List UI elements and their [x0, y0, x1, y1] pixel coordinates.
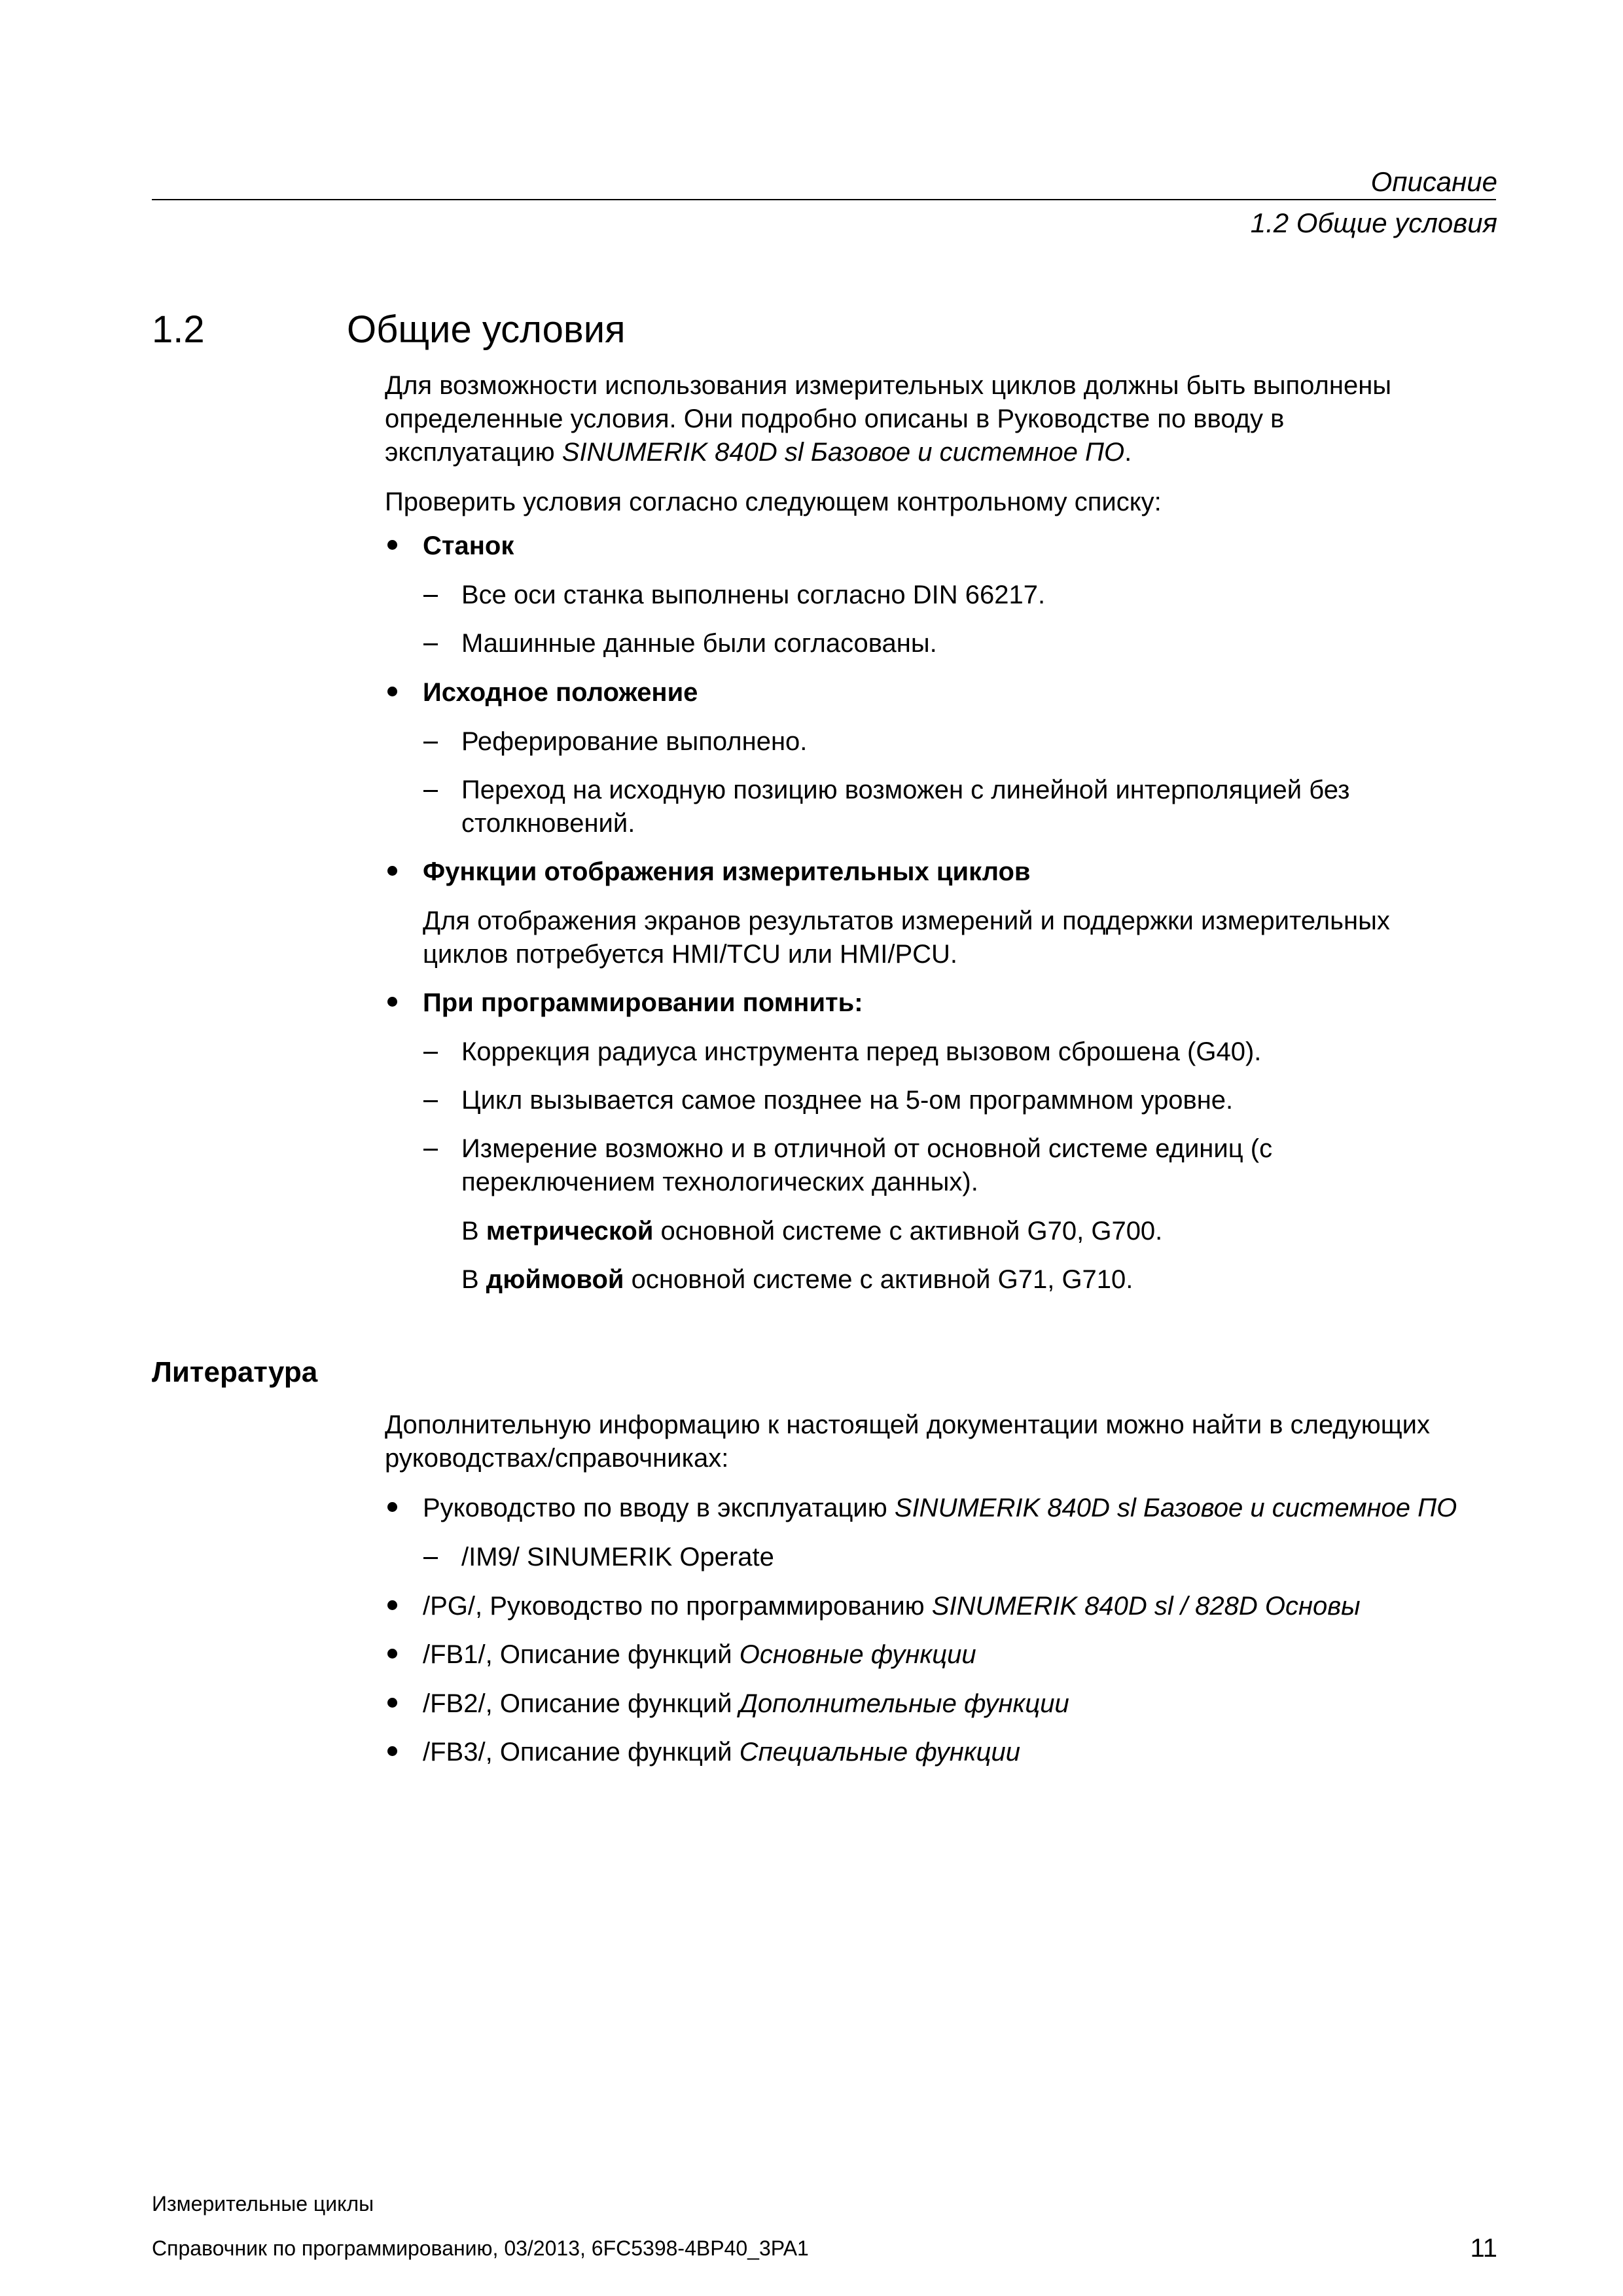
display-title: Функции отображения измерительных циклов: [423, 857, 1031, 886]
dash-icon: [423, 1149, 438, 1151]
bullet-icon: [387, 1502, 397, 1512]
machine-item: Машинные данные были согласованы.: [461, 629, 937, 658]
dash-icon: [423, 643, 438, 645]
literature-ref: /FB2/, Описание функций Дополнительные функции: [423, 1689, 1069, 1718]
literature-ref: /PG/, Руководство по программированию SINUMERIK 840D sl / 828D Основы: [423, 1592, 1361, 1621]
home-item: Переход на исходную позицию возможен с линейной интерполяцией без: [461, 776, 1350, 804]
header-section: 1.2 Общие условия: [1250, 207, 1497, 238]
home-title: Исходное положение: [423, 678, 698, 707]
intro-line-2: определенные условия. Они подробно описаны в Руководстве по вводу в: [385, 404, 1285, 433]
intro-line-1: Для возможности использования измерительных циклов должны быть выполнены: [385, 371, 1392, 400]
dash-icon: [423, 595, 438, 597]
checklist-intro: Проверить условия согласно следующем контрольному списку:: [385, 488, 1162, 516]
machine-title: Станок: [423, 531, 514, 560]
header-rule: [152, 199, 1496, 200]
programming-item: Измерение возможно и в отличной от основной системе единиц (с: [461, 1134, 1273, 1163]
footer-title: Измерительные циклы: [152, 2192, 374, 2215]
section-title: Общие условия: [347, 308, 626, 351]
programming-title: При программировании помнить:: [423, 988, 863, 1017]
dash-icon: [423, 1052, 438, 1054]
bullet-icon: [387, 997, 397, 1007]
dash-icon: [423, 1557, 438, 1559]
dash-icon: [423, 1100, 438, 1102]
page-number: 11: [1470, 2234, 1497, 2263]
programming-item: Коррекция радиуса инструмента перед вызовом сброшена (G40).: [461, 1037, 1262, 1066]
literature-heading: Литература: [152, 1356, 318, 1388]
literature-ref: Руководство по вводу в эксплуатацию SINUMERIK 840D sl Базовое и системное ПО: [423, 1494, 1457, 1522]
literature-subref: /IM9/ SINUMERIK Operate: [461, 1543, 774, 1571]
intro-line-3: эксплуатацию SINUMERIK 840D sl Базовое и системное ПО.: [385, 438, 1132, 467]
programming-item-cont: переключением технологических данных).: [461, 1168, 978, 1196]
inch-note: В дюймовой основной системе с активной G71, G710.: [461, 1265, 1133, 1294]
metric-note: В метрической основной системе с активной G70, G700.: [461, 1217, 1163, 1246]
display-text-1: Для отображения экранов результатов измерений и поддержки измерительных: [423, 906, 1390, 935]
display-text-2: циклов потребуется HMI/TCU или HMI/PCU.: [423, 940, 958, 969]
bullet-icon: [387, 540, 397, 550]
bullet-icon: [387, 1746, 397, 1756]
manual-reference: SINUMERIK 840D sl Базовое и системное ПО: [562, 438, 1125, 467]
bullet-icon: [387, 1698, 397, 1708]
home-item-cont: столкновений.: [461, 809, 635, 838]
literature-ref: /FB3/, Описание функций Специальные функции: [423, 1738, 1020, 1767]
machine-item: Все оси станка выполнены согласно DIN 66217.: [461, 581, 1046, 609]
home-item: Реферирование выполнено.: [461, 727, 808, 756]
bullet-icon: [387, 866, 397, 876]
dash-icon: [423, 790, 438, 792]
dash-icon: [423, 742, 438, 744]
section-number: 1.2: [152, 308, 205, 351]
literature-ref: /FB1/, Описание функций Основные функции: [423, 1640, 976, 1669]
programming-item: Цикл вызывается самое позднее на 5-ом программном уровне.: [461, 1086, 1234, 1115]
bullet-icon: [387, 1600, 397, 1610]
literature-intro-2: руководствах/справочниках:: [385, 1444, 729, 1473]
header-chapter: Описание: [1370, 166, 1497, 197]
literature-intro-1: Дополнительную информацию к настоящей документации можно найти в следующих: [385, 1410, 1430, 1439]
footer-doc-info: Справочник по программированию, 03/2013, 6FC5398-4BP40_3PA1: [152, 2236, 809, 2260]
bullet-icon: [387, 687, 397, 696]
bullet-icon: [387, 1649, 397, 1659]
